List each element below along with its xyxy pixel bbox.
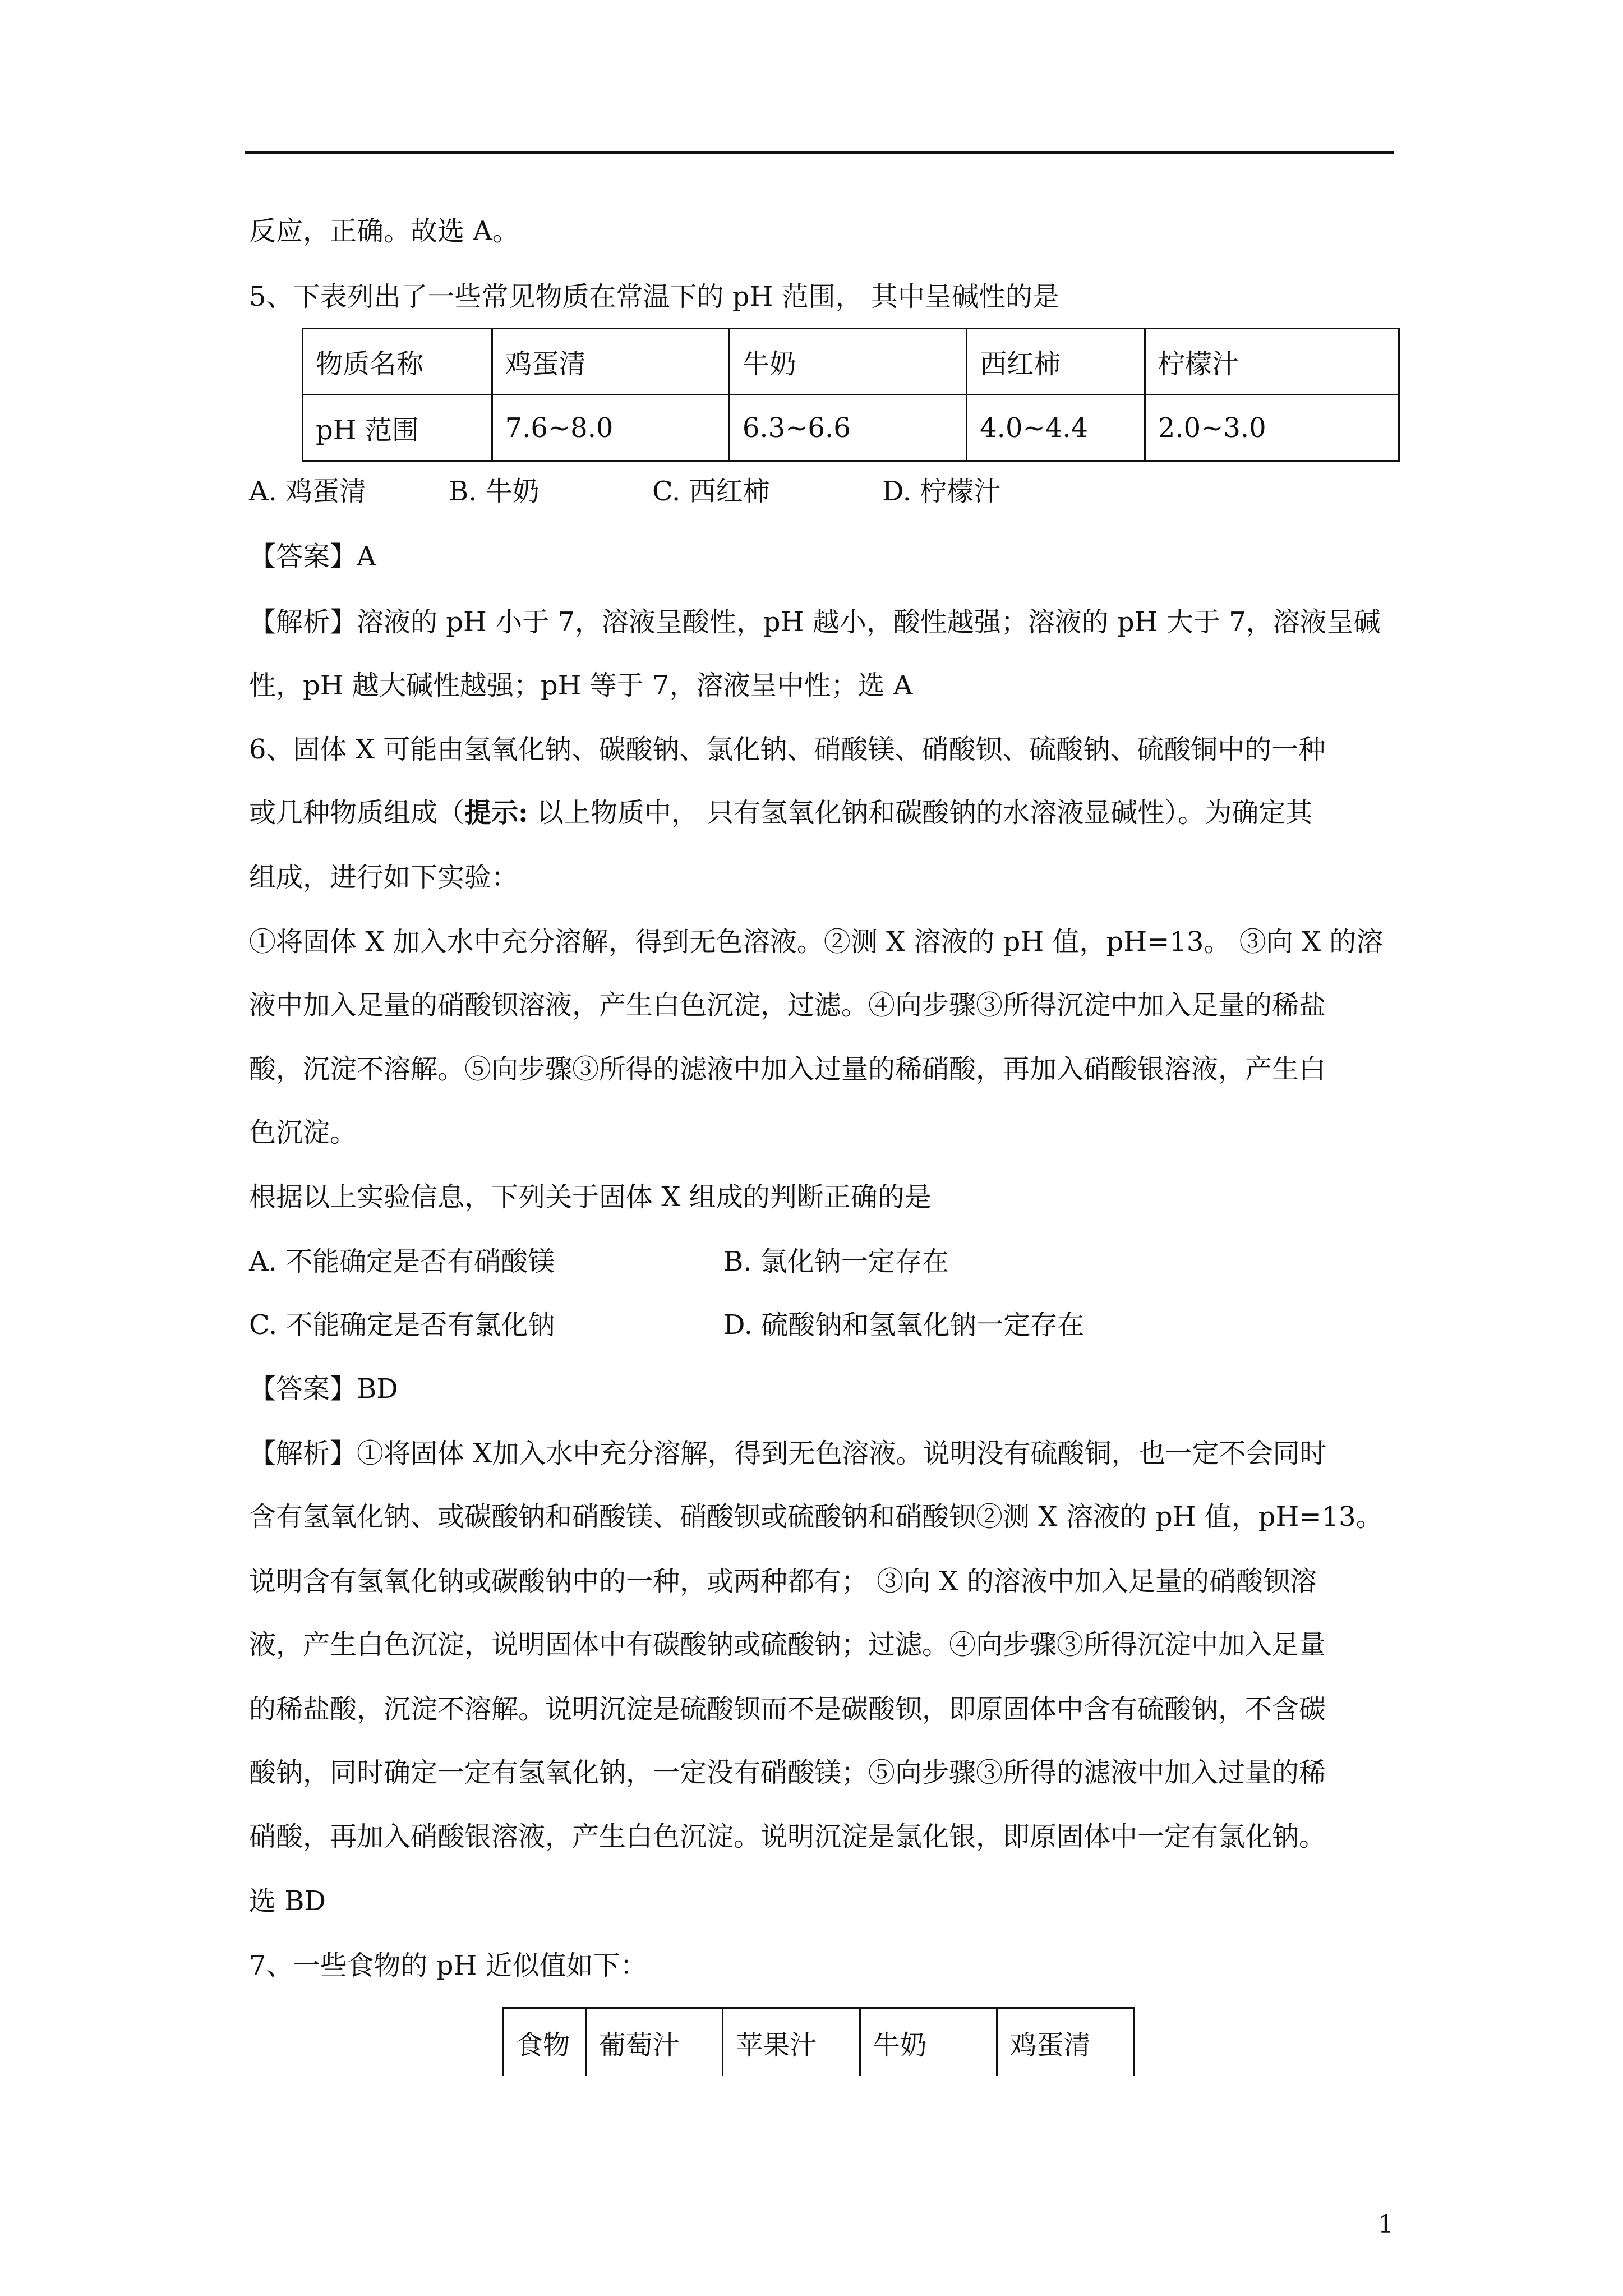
explanation-line: 的稀盐酸，沉淀不溶解。说明沉淀是硫酸钡而不是碳酸钡，即原固体中含有硫酸钠，不含碳: [249, 1694, 1326, 1725]
table-cell: 鸡蛋清: [492, 329, 729, 395]
explanation-line: 【解析】溶液的 pH 小于 7，溶液呈酸性，pH 越小，酸性越强；溶液的 pH 大于 7，溶液呈碱: [249, 606, 1381, 638]
page-number: 1: [1378, 2210, 1394, 2239]
question-7: 7、一些食物的 pH 近似值如下：: [249, 1950, 647, 1981]
table-cell: 食物: [503, 2008, 586, 2077]
table-cell: 柠檬汁: [1145, 329, 1399, 395]
table-cell: 苹果汁: [723, 2008, 860, 2077]
option-b: B. 牛奶: [449, 476, 540, 507]
text-span: 以上物质中， 只有氢氧化钠和碳酸钠的水溶液显碱性）。为确定其: [528, 797, 1313, 829]
table-row: [303, 329, 1399, 395]
table-cell: 鸡蛋清: [997, 2008, 1133, 2077]
question-5: 5、下表列出了一些常见物质在常温下的 pH 范围， 其中呈碱性的是: [249, 281, 1059, 312]
table-cell: 西红柿: [967, 329, 1145, 395]
question-6-line: ①将固体 X 加入水中充分溶解，得到无色溶液。②测 X 溶液的 pH 值，pH=13。 ③向 X 的溶: [249, 926, 1384, 958]
option-c: C. 西红柿: [652, 476, 770, 507]
answer: 【答案】A: [249, 541, 376, 572]
option-b: B. 氯化钠一定存在: [723, 1246, 949, 1277]
option-d: D. 柠檬汁: [882, 476, 1001, 507]
option-c: C. 不能确定是否有氯化钠: [249, 1309, 555, 1341]
table-cell: pH 范围: [303, 395, 492, 461]
table-cell: 葡萄汁: [585, 2008, 722, 2077]
table-cell: 物质名称: [303, 329, 492, 395]
explanation-line: 含有氢氧化钠、或碳酸钠和硝酸镁、硝酸钡或硫酸钠和硝酸钡②测 X 溶液的 pH 值，pH=13。: [249, 1501, 1383, 1533]
header-rule: [245, 151, 1394, 154]
question-6-line: 根据以上实验信息，下列关于固体 X 组成的判断正确的是: [249, 1181, 932, 1213]
question-6-line: 酸，沉淀不溶解。⑤向步骤③所得的滤液中加入过量的稀硝酸，再加入硝酸银溶液，产生白: [249, 1053, 1326, 1085]
option-a: A. 鸡蛋清: [249, 476, 367, 507]
option-d: D. 硫酸钠和氢氧化钠一定存在: [723, 1309, 1085, 1341]
explanation-line: 硝酸，再加入硝酸银溶液，产生白色沉淀。说明沉淀是氯化银，即原固体中一定有氯化钠。: [249, 1821, 1326, 1852]
table-row: [503, 2008, 1134, 2077]
question-6: 6、固体 X 可能由氢氧化钠、碳酸钠、氯化钠、硝酸镁、硝酸钡、硫酸钠、硫酸铜中的一种: [249, 734, 1326, 765]
explanation-line: 液，产生白色沉淀，说明固体中有碳酸钠或硫酸钠；过滤。④向步骤③所得沉淀中加入足量: [249, 1629, 1326, 1660]
question-6-line: [249, 797, 1313, 829]
text-line: 反应，正确。故选 A。: [249, 215, 519, 247]
option-a: A. 不能确定是否有硝酸镁: [249, 1246, 555, 1277]
table-cell: 牛奶: [729, 329, 966, 395]
explanation-line: 选 BD: [249, 1885, 326, 1917]
hint-label: 提示:: [464, 797, 528, 829]
table-cell: 6.3~6.6: [729, 395, 966, 461]
explanation-line: 说明含有氢氧化钠或碳酸钠中的一种，或两种都有； ③向 X 的溶液中加入足量的硝酸钡溶: [249, 1566, 1317, 1597]
ph-range-table: [302, 328, 1400, 462]
food-ph-table: [502, 2007, 1135, 2076]
explanation-line: 性，pH 越大碱性越强；pH 等于 7，溶液呈中性；选 A: [249, 670, 913, 701]
explanation-line: 酸钠，同时确定一定有氢氧化钠，一定没有硝酸镁；⑤向步骤③所得的滤液中加入过量的稀: [249, 1757, 1326, 1788]
question-6-line: 组成，进行如下实验：: [249, 862, 519, 893]
table-cell: 4.0~4.4: [967, 395, 1145, 461]
table-cell: 牛奶: [860, 2008, 997, 2077]
table-row: [303, 395, 1399, 461]
table-cell: 2.0~3.0: [1145, 395, 1399, 461]
question-6-line: 液中加入足量的硝酸钡溶液，产生白色沉淀，过滤。④向步骤③所得沉淀中加入足量的稀盐: [249, 990, 1326, 1021]
question-6-line: 色沉淀。: [249, 1117, 357, 1148]
answer: 【答案】BD: [249, 1373, 398, 1405]
explanation-line: 【解析】①将固体 X加入水中充分溶解，得到无色溶液。说明没有硫酸铜，也一定不会同时: [249, 1438, 1327, 1469]
text-span: 或几种物质组成（: [249, 797, 465, 829]
table-cell: 7.6~8.0: [492, 395, 729, 461]
